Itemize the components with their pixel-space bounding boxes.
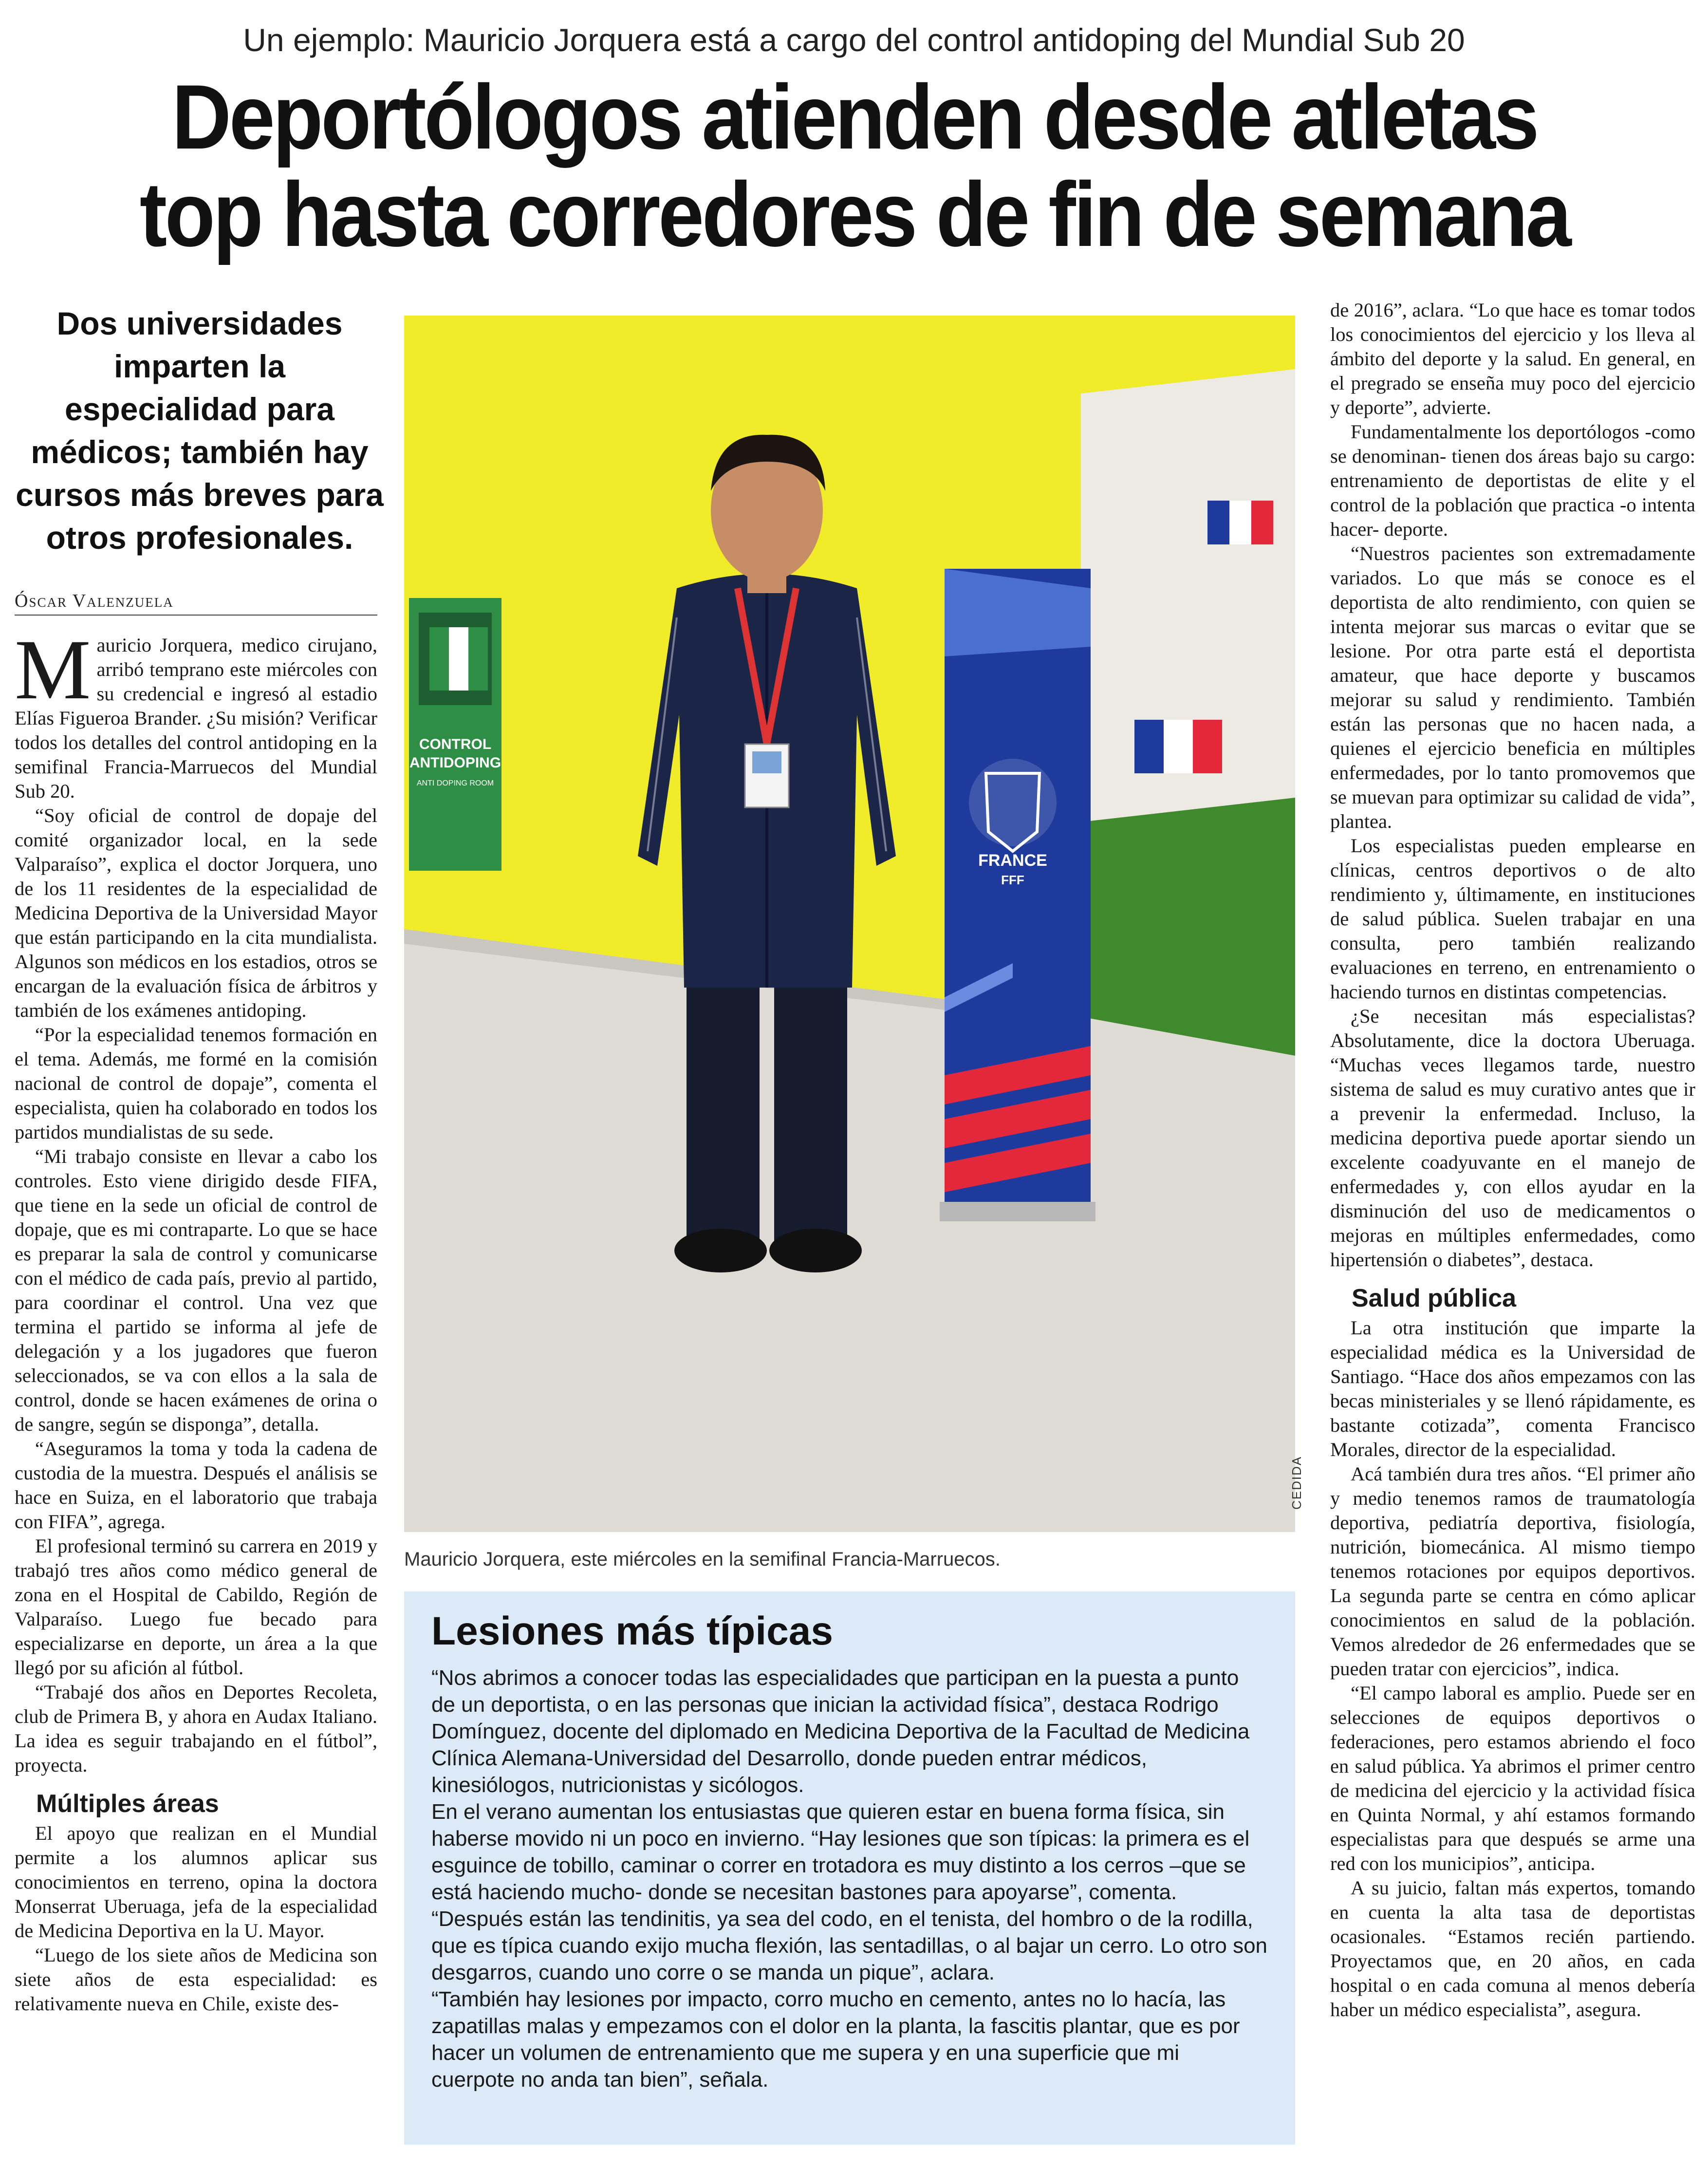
flag-icon [1207, 501, 1273, 544]
sign-line-2: ANTIDOPING [409, 755, 501, 771]
paragraph: A su juicio, faltan más expertos, tomando en cuenta la alta tasa de deportistas ocasionales. “Estamos recién partiendo. Proyectamos que, en 20 años, en cada hospital o en cada comuna al menos debería haber un médico especialista”, asegura. [1330, 1877, 1695, 2020]
headline-line-2: top hasta corredores de fin de semana [139, 163, 1570, 265]
flag-icon [1134, 720, 1222, 773]
article-column-1 [15, 622, 377, 2016]
paragraph: “Trabajé dos años en Deportes Recoleta, club de Primera B, y ahora en Audax Italiano. La idea es seguir trabajando en el fútbol”, proyecta. [15, 1681, 377, 1776]
drop-cap: M [15, 622, 91, 717]
sidebar-paragraph: “También hay lesiones por impacto, corro mucho en cemento, antes no lo hacía, las zapatillas malas y empezamos con el dolor en la planta, la fascitis plantar, que es por hacer un volumen de entrenamiento que me supera y en una superficie que mi cuerpote no anda tan bien”, señala. [431, 1987, 1240, 2092]
photo-credit: CEDIDA [1289, 1456, 1304, 1510]
paragraph: “Mi trabajo consiste en llevar a cabo los controles. Esto viene dirigido desde FIFA, que tiene en la sede un oficial de control de dopaje, que es mi contraparte. Lo que se hace es preparar la sala de control y comunicarse con el médico de cada país, previo al partido, para coordinar el control. Una vez que termina el partido se informa al jefe de delegación y a los jugadores que fueron seleccionados, se va con ellos a la sala de control, donde se hacen exámenes de orina o de sangre, según se disponga”, detalla. [15, 1145, 377, 1435]
byline-name: Óscar Valenzuela [15, 591, 174, 611]
paragraph-text: auricio Jorquera, medico cirujano, arribó temprano este miércoles con su credencial e ingresó al estadio Elías Figueroa Brander. ¿Su misión? Verificar todos los detalles del control antidoping en la semifinal Francia-Marruecos del Mundial Sub 20. [15, 634, 377, 802]
paragraph: de 2016”, aclara. “Lo que hace es tomar todos los conocimientos del ejercicio y los lleva al ámbito del deporte y la salud. En general, en el pregrado se enseña muy poco del ejercicio y deporte”, advierte. [1330, 299, 1695, 418]
paragraph: Fundamentalmente los deportólogos -como se denominan- tienen dos áreas bajo su cargo: entrenamiento de deportistas de elite y el control de la población que practica -o intenta hacer- deporte. [1330, 421, 1695, 540]
sidebar-paragraph: “Después están las tendinitis, ya sea del codo, en el tenista, del hombro o de la rodilla, que es típica cuando exijo mucha flexión, las sentadillas, o al bajar un cerro. Lo otro son desgarros, cuando uno corre o se manda un pique”, aclara. [431, 1907, 1268, 1984]
paragraph: “El campo laboral es amplio. Puede ser en selecciones de equipos deportivos o federaciones, pero estamos abriendo el foco en salud pública. Ya abrimos el primer centro de medicina del ejercicio y la actividad física en Quinta Normal, y ahí estamos formando especialistas para que después se arme una red con los municipios”, anticipa. [1330, 1682, 1695, 1874]
subhead-salud-publica: Salud pública [1352, 1284, 1517, 1312]
article-column-2 [1330, 298, 1695, 2022]
paragraph: “Luego de los siete años de Medicina son siete años de esta especialidad: es relativamente nueva en Chile, existe des- [15, 1944, 377, 2015]
kicker: Un ejemplo: Mauricio Jorquera está a cargo del control antidoping del Mundial Sub 20 [243, 22, 1465, 58]
sidebar-paragraph: “Nos abrimos a conocer todas las especialidades que participan en la puesta a punto de un deportista, o en las personas que inician la actividad física”, destaca Rodrigo Domínguez, docente del diplomado en Medicina Deportiva de la Facultad de Medicina Clínica Alemana-Universidad del Desarrollo, donde pueden entrar médicos, kinesiólogos, nutricionistas y sicólogos. [431, 1666, 1250, 1797]
photo-illustration [404, 316, 1295, 1532]
paragraph: Los especialistas pueden emplearse en clínicas, centros deportivos o de alto rendimiento y, últimamente, en instituciones de salud pública. Suelen trabajar en una consulta, pero también realizando evaluaciones en terreno, en entrenamiento o haciendo turnos en distintas competencias. [1330, 835, 1695, 1003]
photo-caption: Mauricio Jorquera, este miércoles en la semifinal Francia-Marruecos. [404, 1549, 1001, 1570]
deck: Dos universidades imparten la especialidad para médicos; también hay cursos más breves para otros profesionales. [16, 305, 384, 556]
byline [15, 590, 377, 616]
paragraph: La otra institución que imparte la especialidad médica es la Universidad de Santiago. “Hace dos años empezamos con las becas ministeriales y se llenó rápidamente, es bastante cotizada”, comenta Francisco Morales, director de la especialidad. [1330, 1317, 1695, 1460]
subhead-multiples-areas: Múltiples áreas [36, 1790, 219, 1818]
paragraph: El profesional terminó su carrera en 2019 y trabajó tres años como médico general de zona en el Hospital de Cabildo, Región de Valparaíso. Luego fue becado para especializarse en deporte, un área a la que llegó por su afición al fútbol. [15, 1535, 377, 1679]
sidebar-title: Lesiones más típicas [431, 1609, 833, 1653]
paragraph: El apoyo que realizan en el Mundial permite a los alumnos aplicar sus conocimientos en terreno, opina la doctora Monserrat Uberuaga, jefa de la especialidad de Medicina Deportiva en la U. Mayor. [15, 1822, 377, 1942]
paragraph [15, 622, 377, 804]
sidebar-paragraph: En el verano aumentan los entusiastas que quieren estar en buena forma física, sin haberse movido ni un poco en invierno. “Hay lesiones que son típicas: la primera es el esguince de tobillo, caminar o correr en trotadora es muy distinto a los cerros –que se está haciendo mucho- donde se necesitan bastones para apoyarse”, comenta. [431, 1800, 1250, 1904]
photo [404, 316, 1295, 1532]
sign-line-1: CONTROL [419, 736, 492, 752]
banner-line-2: FFF [1001, 873, 1024, 887]
headline [103, 68, 1606, 263]
paragraph: ¿Se necesitan más especialistas? Absolutamente, dice la doctora Uberuaga. “Muchas veces llegamos tarde, nuestro sistema de salud es muy curativo antes que ir a prevenir la enfermedad. Incluso, la medicina deportiva puede aportar siendo un excelente coadyuvante en el manejo de enfermedades y, con ellos ayudar en la disminución del uso de medicamentos o mejoras en múltiples enfermedades, como hipertensión o diabetes”, destaca. [1330, 1005, 1695, 1271]
paragraph: “Nuestros pacientes son extremadamente variados. Lo que más se conoce es el deportista de alto rendimiento, con quien se intenta mejorar sus marcas o evitar que se lesione. Por otra parte está el deportista amateur, que hace deporte y buscamos mejorar su salud y rendimiento. También están las personas que no hacen nada, a quienes el ejercicio beneficia en múltiples enfermedades, por lo tanto promovemos que se muevan para optimizar su calidad de vida”, plantea. [1330, 542, 1695, 832]
sidebar-box [404, 1591, 1295, 2145]
france-banner [940, 569, 1095, 1221]
paragraph: “Aseguramos la toma y toda la cadena de custodia de la muestra. Después el análisis se hace en Suiza, en el laboratorio que trabaja con FIFA”, agrega. [15, 1438, 377, 1533]
paragraph: “Por la especialidad tenemos formación en el tema. Además, me formé en la comisión nacional de control de dopaje”, comenta el especialista, quien ha colaborado en todos los partidos mundialistas de su sede. [15, 1024, 377, 1143]
paragraph: Acá también dura tres años. “El primer año y medio tenemos ramos de traumatología deportiva, pediatría deportiva, fisiología, nutrición, biomecánica. Al mismo tiempo tenemos rotaciones por equipos deportivos. La segunda parte se centra en cómo aplicar conocimientos en salud de la población. Vemos alrededor de 26 enfermedades que se pueden tratar con ejercicios”, indica. [1330, 1463, 1695, 1680]
sign-line-3: ANTI DOPING ROOM [416, 779, 494, 787]
paragraph: “Soy oficial de control de dopaje del comité organizador local, en la sede Valparaíso”, explica el doctor Jorquera, uno de los 11 residentes de la especialidad de Medicina Deportiva de la Universidad Mayor que están participando en la cita mundialista. Algunos son médicos en los estadios, otros se encargan de la evaluación física de árbitros y también de los exámenes antidoping. [15, 804, 377, 1021]
headline-line-1: Deportólogos atienden desde atletas [171, 66, 1538, 168]
banner-line-1: FRANCE [978, 851, 1047, 870]
